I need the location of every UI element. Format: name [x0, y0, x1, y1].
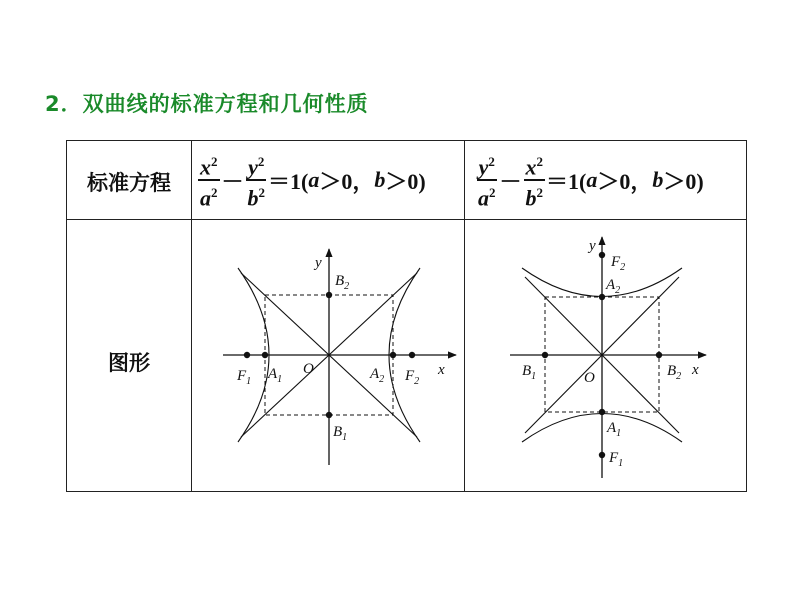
label-A2: $A_2$: [606, 277, 621, 296]
origin-label: O: [303, 361, 314, 377]
axis-label-y: y: [315, 255, 322, 271]
label-A1: $A_1$: [268, 366, 283, 385]
point-F2: [599, 252, 605, 258]
label-B1: $B_1$: [522, 363, 537, 382]
axis-label-x: x: [692, 362, 699, 378]
label-B2: $B_2$: [667, 363, 682, 382]
label-A2: $A_2$: [370, 366, 385, 385]
origin-label: O: [584, 370, 595, 386]
label-A1: $A_1$: [607, 420, 622, 439]
section-heading: 2．双曲线的标准方程和几何性质: [45, 92, 369, 116]
point-F1: [599, 452, 605, 458]
point-B2: [656, 352, 662, 358]
fraction-x2-a2: $\frac{x^2}{a^2}$: [198, 150, 220, 211]
label-F1: $F_1$: [237, 368, 252, 387]
point-B1: [542, 352, 548, 358]
axis-label-y: y: [589, 238, 596, 254]
equation-vertical-hyperbola: $\frac{y^2}{a^2}$ － $\frac{x^2}{b^2}$ ＝1( a ＞0， b ＞0): [475, 147, 704, 213]
fraction-y2-b2: $\frac{y^2}{b^2}$: [246, 150, 268, 211]
fraction-x2-b2: $\frac{x^2}{b^2}$: [524, 150, 546, 211]
row-label-standard-equation: 标准方程: [87, 171, 171, 195]
label-F2: $F_2$: [611, 254, 626, 273]
label-F2: $F_2$: [405, 368, 420, 387]
label-B2: $B_2$: [335, 273, 350, 292]
point-A2: [599, 294, 605, 300]
equation-horizontal-hyperbola: $\frac{x^2}{a^2}$ － $\frac{y^2}{b^2}$ ＝1( a ＞0， b ＞0): [197, 147, 426, 213]
axis-label-x: x: [438, 362, 445, 378]
row-label-graph: 图形: [108, 351, 150, 375]
label-F1: $F_1$: [609, 450, 624, 469]
point-A1: [599, 409, 605, 415]
label-B1: $B_1$: [333, 424, 348, 443]
fraction-y2-a2: $\frac{y^2}{a^2}$: [476, 150, 498, 211]
